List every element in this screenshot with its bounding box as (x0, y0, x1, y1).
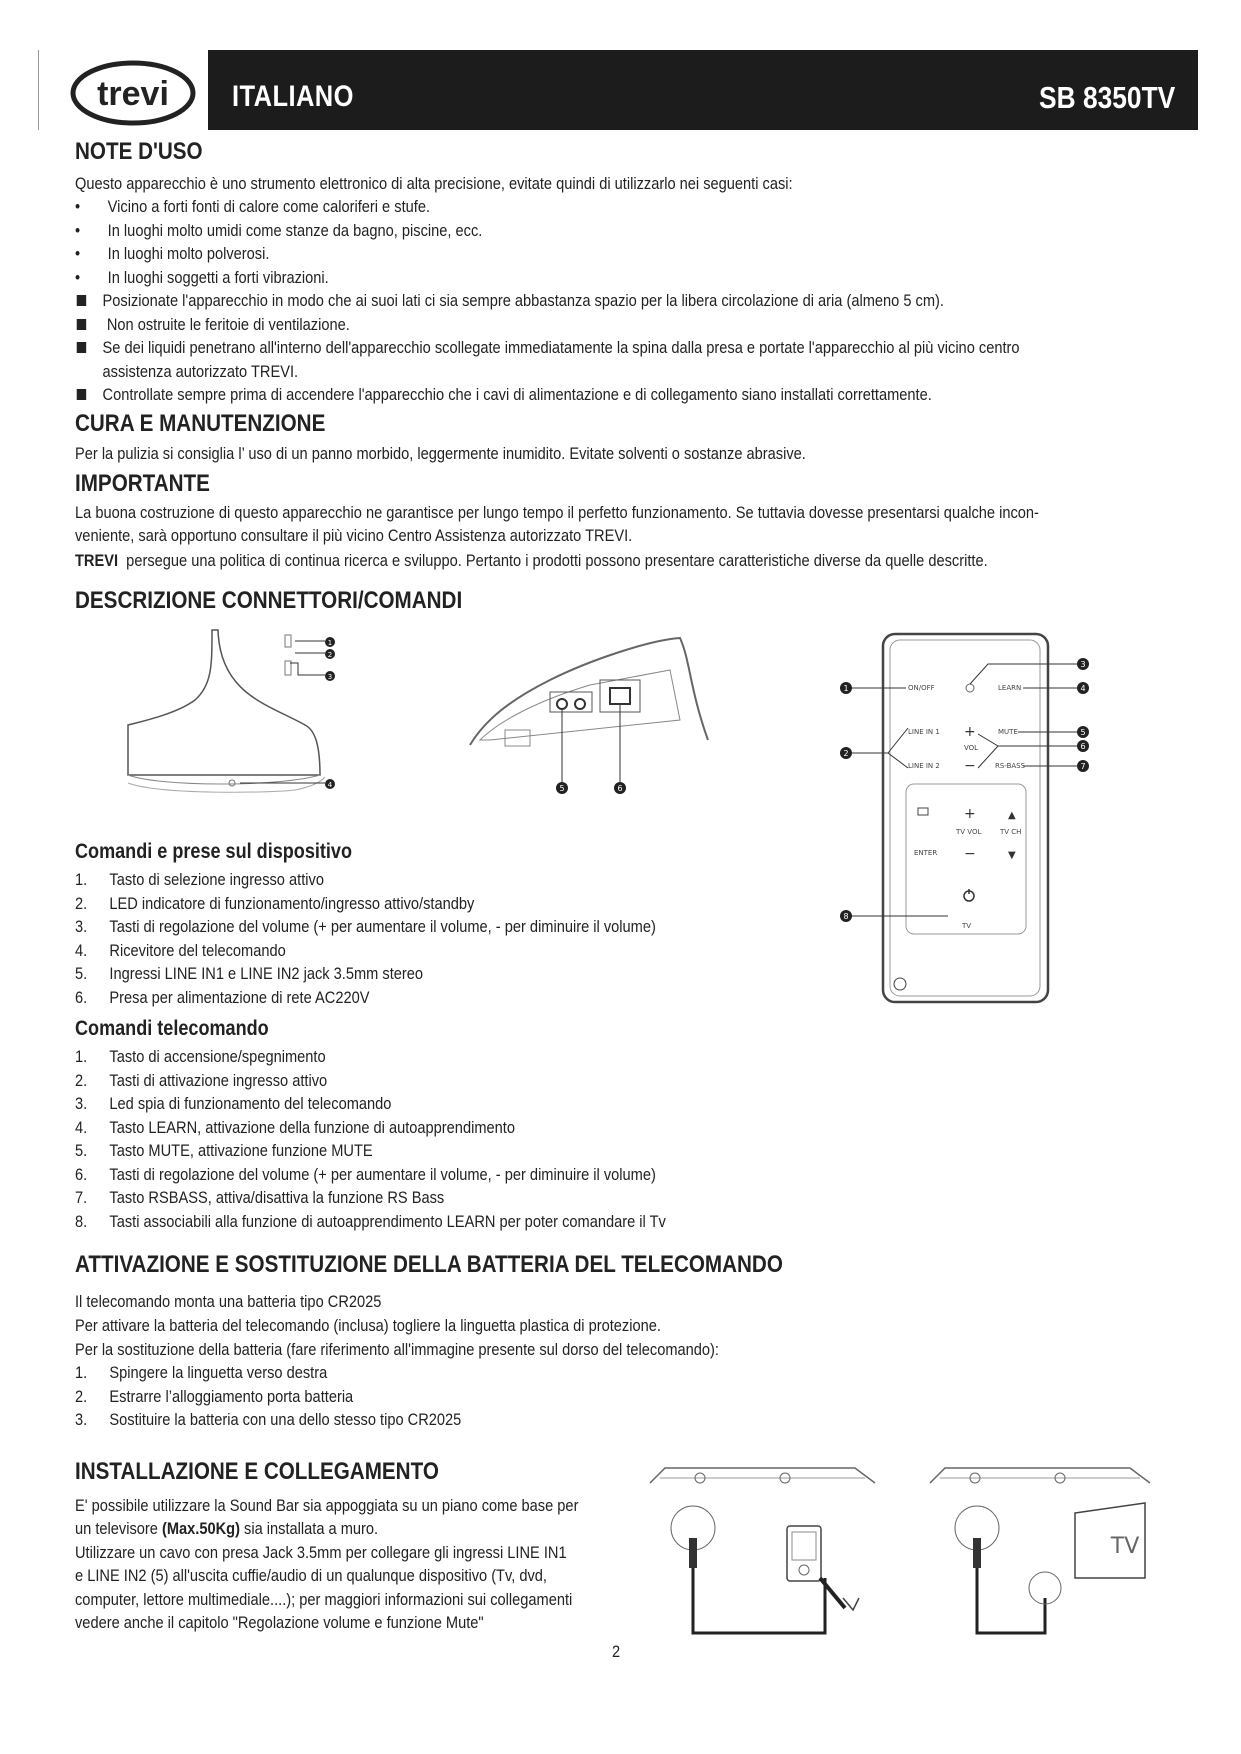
list-item: Posizionate l'apparecchio in modo che ai suoi lati ci sia sempre abbastanza spazio per la libera circolazione di aria (almeno 5 cm). (75, 289, 1107, 313)
remote-label-onoff: ON/OFF (908, 684, 935, 692)
svg-text:▼: ▼ (1008, 850, 1016, 861)
remote-label-tvvol: TV VOL (956, 828, 982, 836)
batteria-steps (75, 1361, 849, 1432)
svg-text:+: + (964, 724, 976, 740)
list-item: 2. Estrarre l’alloggiamento porta batteria (75, 1386, 354, 1406)
list-item: Controllate sempre prima di accendere l'apparecchio che i cavi di alimentazione e di collegamento siano installati correttamente. (75, 383, 1107, 407)
list-item: Se dei liquidi penetrano all'interno dell'apparecchio scollegate immediatamente la spina dalla presa e portate l'apparecchio al più vicino centro (75, 336, 1107, 360)
list-item: 2. LED indicatore di funzionamento/ingresso attivo/standby (75, 893, 475, 913)
list-item: • In luoghi molto polverosi. (75, 244, 270, 263)
list-item: 5. Ingressi LINE IN1 e LINE IN2 jack 3.5mm stereo (75, 964, 424, 983)
page-number: 2 (612, 1642, 621, 1661)
remote-callout-8: 8 (843, 912, 849, 921)
remote-callout-1: 1 (843, 684, 849, 693)
list-item: 8. Tasti associabili alla funzione di autoapprendimento LEARN per poter comandare il Tv (75, 1211, 666, 1231)
list-item: 4. Ricevitore del telecomando (75, 940, 286, 960)
installazione-line-2: un televisore (Max.50Kg) sia installata a muro. (75, 1519, 379, 1538)
remote-callout-3: 3 (1080, 660, 1086, 669)
batteria-title: ATTIVAZIONE E SOSTITUZIONE DELLA BATTERIA DEL TELECOMANDO (75, 1251, 783, 1278)
device-side-illustration (120, 625, 360, 815)
header-language: ITALIANO (232, 80, 354, 113)
installazione-line-1: E' possibile utilizzare la Sound Bar sia appoggiata su un piano come base per (75, 1496, 579, 1515)
list-item: 3. Tasti di regolazione del volume (+ per aumentare il volume, - per diminuire il volume) (75, 917, 656, 936)
note-uso-title: NOTE D'USO (75, 138, 203, 165)
remote-label-learn: LEARN (998, 684, 1022, 692)
remote-label-enter: ENTER (914, 849, 938, 857)
device-back-illustration (460, 630, 720, 800)
list-item: 1. Tasto di accensione/spegnimento (75, 1047, 326, 1066)
list-item: • Vicino a forti fonti di calore come caloriferi e stufe. (75, 197, 431, 216)
logo-text: trevi (97, 75, 169, 113)
device-controls-title: Comandi e prese sul dispositivo (75, 840, 352, 863)
list-item: 1. Tasto di selezione ingresso attivo (75, 870, 324, 889)
tv-screen-label: TV (1110, 1534, 1140, 1559)
installazione-line-3: Utilizzare un cavo con presa Jack 3.5mm per collegare gli ingressi LINE IN1 (75, 1543, 567, 1562)
remote-label-linein1: LINE IN 1 (908, 728, 940, 736)
remote-label-rsbass: RS-BASS (995, 762, 1026, 770)
remote-illustration (838, 628, 1108, 1008)
batteria-line-3: Per la sostituzione della batteria (fare riferimento all'immagine presente sul dorso del telecomando): (75, 1340, 719, 1359)
svg-text:−: − (964, 846, 976, 862)
header-model: SB 8350TV (1038, 80, 1175, 115)
remote-label-vol: VOL (964, 744, 979, 752)
note-uso-intro: Questo apparecchio è uno strumento elettronico di alta precisione, evitate quindi di utilizzarlo nei seguenti casi: (75, 174, 793, 193)
installazione-line-6: vedere anche il capitolo "Regolazione volume e funzione Mute" (75, 1613, 484, 1632)
remote-callout-5: 5 (1080, 728, 1086, 737)
list-item: 3. Sostituire la batteria con una dello stesso tipo CR2025 (75, 1410, 462, 1429)
importante-line-2: veniente, sarà opportuno consultare il più vicino Centro Assistenza autorizzato TREVI. (75, 526, 633, 545)
callout-1: 1 (327, 639, 333, 647)
remote-label-linein2: LINE IN 2 (908, 762, 940, 770)
remote-label-tv: TV (962, 922, 972, 930)
note-uso-bullets (75, 195, 1107, 289)
list-item: Non ostruite le feritoie di ventilazione. (75, 313, 1107, 337)
margin-rule (38, 50, 39, 130)
importante-line-1: La buona costruzione di questo apparecchio ne garantisce per lungo tempo il perfetto funzionamento. Se tuttavia dovesse presentarsi qualche incon- (75, 503, 1039, 522)
svg-text:+: + (964, 806, 976, 822)
list-item: 6. Presa per alimentazione di rete AC220V (75, 987, 370, 1007)
installazione-line-4: e LINE IN2 (5) all'uscita cuffie/audio di un qualunque dispositivo (Tv, dvd, (75, 1566, 547, 1585)
remote-callout-7: 7 (1080, 762, 1086, 771)
batteria-line-2: Per attivare la batteria del telecomando (inclusa) togliere la linguetta plastica di protezione. (75, 1316, 661, 1335)
list-item: 2. Tasti di attivazione ingresso attivo (75, 1070, 328, 1090)
cura-text: Per la pulizia si consiglia l’ uso di un panno morbido, leggermente inumidito. Evitate solventi o sostanze abrasive. (75, 444, 806, 463)
callout-4: 4 (327, 781, 333, 789)
installazione-line-5: computer, lettore multimediale....); per maggiori informazioni sui collegamenti (75, 1590, 573, 1609)
remote-callout-6: 6 (1080, 742, 1086, 751)
note-uso-squares (75, 289, 1107, 407)
cura-title: CURA E MANUTENZIONE (75, 410, 326, 437)
remote-callout-4: 4 (1080, 684, 1086, 693)
remote-label-mute: MUTE (998, 728, 1018, 736)
list-item: 3. Led spia di funzionamento del telecomando (75, 1094, 392, 1113)
callout-5: 5 (559, 784, 565, 793)
connection-illustration-tv (925, 1458, 1155, 1643)
importante-policy: TREVI persegue una politica di continua ricerca e sviluppo. Pertanto i prodotti possono presentare caratteristiche diverse da quelle descritte. (75, 551, 988, 570)
importante-title: IMPORTANTE (75, 470, 210, 497)
svg-text:−: − (964, 758, 976, 774)
list-item: 4. Tasto LEARN, attivazione della funzione di autoapprendimento (75, 1117, 515, 1137)
list-item: 6. Tasti di regolazione del volume (+ per aumentare il volume, - per diminuire il volume) (75, 1164, 656, 1184)
list-item: 5. Tasto MUTE, attivazione funzione MUTE (75, 1141, 373, 1160)
connection-illustration-player (645, 1458, 880, 1643)
list-item: • In luoghi molto umidi come stanze da bagno, piscine, ecc. (75, 220, 483, 240)
device-controls-list (75, 868, 849, 1009)
list-item: • In luoghi soggetti a forti vibrazioni. (75, 267, 329, 287)
remote-controls-title: Comandi telecomando (75, 1017, 269, 1040)
list-item: 1. Spingere la linguetta verso destra (75, 1363, 328, 1382)
remote-controls-list (75, 1045, 849, 1233)
descrizione-title: DESCRIZIONE CONNETTORI/COMANDI (75, 587, 463, 614)
list-item: 7. Tasto RSBASS, attiva/disattiva la funzione RS Bass (75, 1188, 445, 1207)
svg-text:▲: ▲ (1008, 810, 1016, 821)
installazione-title: INSTALLAZIONE E COLLEGAMENTO (75, 1458, 439, 1485)
callout-6: 6 (617, 784, 623, 793)
batteria-line-1: Il telecomando monta una batteria tipo CR2025 (75, 1292, 382, 1311)
list-item: assistenza autorizzato TREVI. (102, 361, 299, 381)
remote-callout-2: 2 (843, 749, 849, 758)
callout-3: 3 (327, 673, 333, 681)
callout-2: 2 (327, 651, 333, 659)
remote-label-tvch: TV CH (1000, 828, 1022, 836)
trevi-logo (70, 60, 196, 126)
